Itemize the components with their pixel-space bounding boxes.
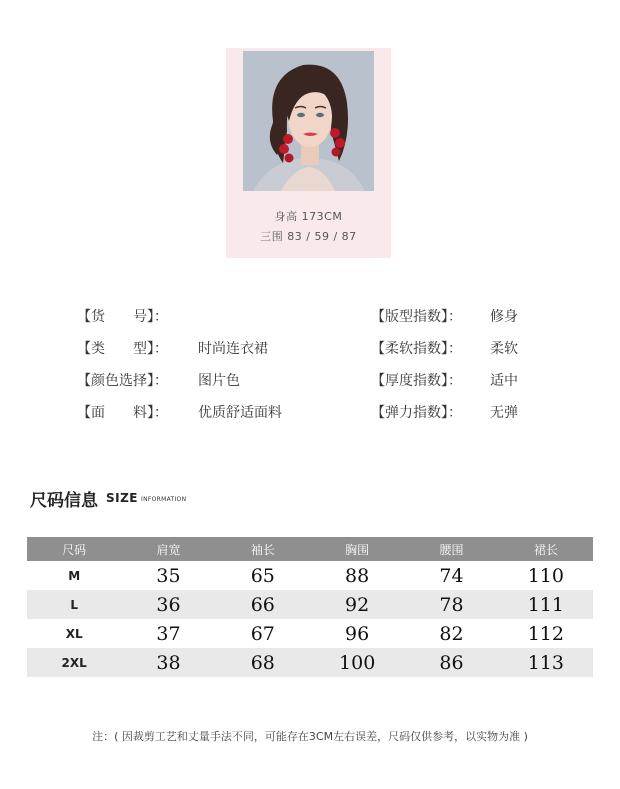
spec-value: 图片色 <box>198 373 240 389</box>
spec-value: 修身 <box>490 309 518 325</box>
spec-value: 柔软 <box>490 341 518 357</box>
size-cell: M <box>68 568 81 583</box>
model-photo <box>243 51 374 191</box>
model-height: 身高 173CM <box>274 210 343 223</box>
size-cell: 2XL <box>27 648 121 677</box>
spec-value: 适中 <box>490 373 518 389</box>
header-waist: 腰围 <box>404 537 498 561</box>
header-size: 尺码 <box>27 537 121 561</box>
value-cell: 82 <box>439 622 464 645</box>
size-section-subtitle: INFORMATION <box>141 496 187 503</box>
size-disclaimer-note: 注：( 因裁剪工艺和丈量手法不同，可能存在3CM左右误差，尺码仅供参考，以实物为准 ) <box>92 730 528 743</box>
spec-label: 【厚度指数】： <box>371 373 462 389</box>
header-length: 裙长 <box>499 537 593 561</box>
value-cell: 67 <box>250 622 275 645</box>
model-measurements: 三围 83 / 59 / 87 <box>260 230 357 243</box>
header-shoulder: 肩宽 <box>121 537 215 561</box>
size-table-header-row <box>27 537 593 561</box>
header-bust: 胸围 <box>310 537 404 561</box>
table-row <box>27 561 593 590</box>
spec-value: 优质舒适面料 <box>198 405 282 421</box>
value-cell: 37 <box>156 622 181 645</box>
model-card <box>226 48 391 258</box>
value-cell: 111 <box>499 590 593 619</box>
value-cell: 65 <box>250 564 275 587</box>
model-portrait-image <box>243 51 374 191</box>
value-cell: 92 <box>310 590 404 619</box>
spec-value: 无弹 <box>490 405 518 421</box>
spec-label: 【弹力指数】： <box>371 405 462 421</box>
value-cell: 35 <box>156 564 181 587</box>
size-section-title-en: SIZE <box>106 491 139 505</box>
value-cell: 100 <box>310 648 404 677</box>
value-cell: 113 <box>499 648 593 677</box>
spec-label: 【面 料】： <box>77 405 168 421</box>
size-cell: XL <box>65 626 83 641</box>
value-cell: 74 <box>439 564 464 587</box>
size-section-title: 尺码信息 <box>30 491 98 511</box>
spec-label: 【颜色选择】： <box>77 373 168 389</box>
value-cell: 110 <box>527 564 564 587</box>
value-cell: 68 <box>216 648 310 677</box>
table-row <box>27 619 593 648</box>
value-cell: 36 <box>121 590 215 619</box>
value-cell: 112 <box>527 622 564 645</box>
size-table <box>27 537 593 677</box>
spec-value: 时尚连衣裙 <box>198 341 268 357</box>
value-cell: 96 <box>345 622 370 645</box>
value-cell: 38 <box>121 648 215 677</box>
spec-label: 【版型指数】： <box>371 309 462 325</box>
spec-label: 【柔软指数】： <box>371 341 462 357</box>
size-cell: L <box>27 590 121 619</box>
value-cell: 88 <box>345 564 370 587</box>
value-cell: 78 <box>404 590 498 619</box>
value-cell: 66 <box>216 590 310 619</box>
spec-label: 【货 号】： <box>77 309 168 325</box>
table-row <box>27 590 593 619</box>
value-cell: 86 <box>404 648 498 677</box>
header-sleeve: 袖长 <box>216 537 310 561</box>
spec-label: 【类 型】： <box>77 341 168 357</box>
table-row <box>27 648 593 677</box>
